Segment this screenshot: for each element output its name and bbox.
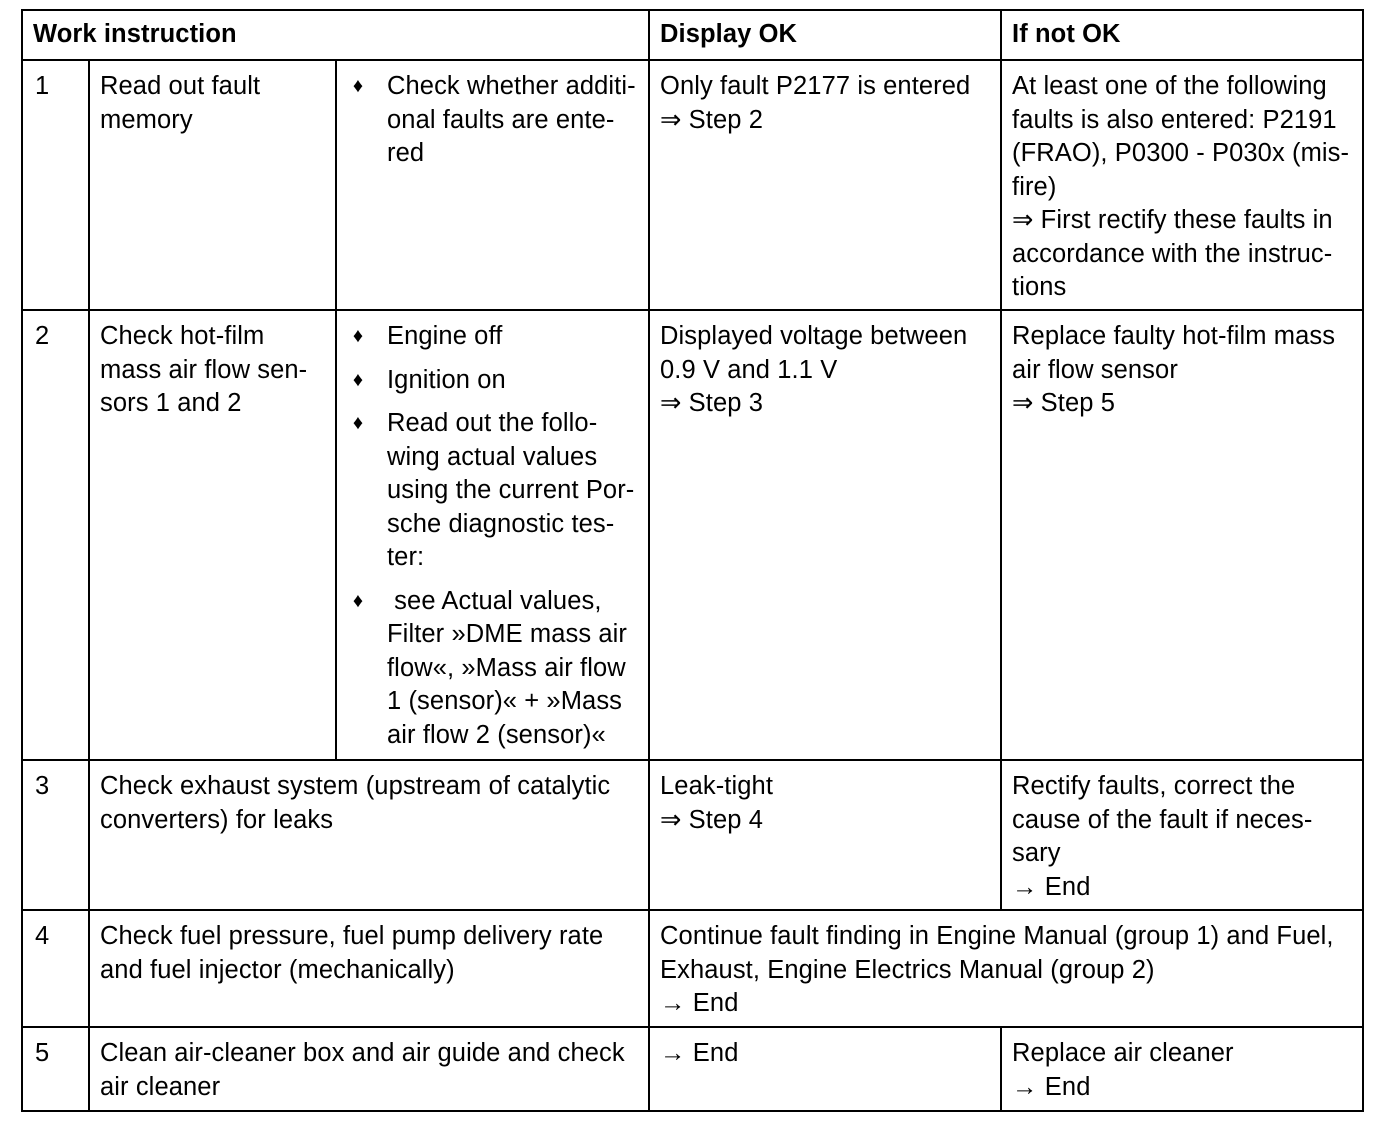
action-cell: Check hot-film mass air flow sen- sors 1 and 2 (89, 310, 336, 760)
action-cell: Check fuel pressure, fuel pump delivery rate and fuel injector (mechanically) (89, 910, 649, 1027)
work-instruction-table (21, 9, 1364, 1112)
combined-result-cell: Continue fault finding in Engine Manual (group 1) and Fuel, Exhaust, Engine Electrics Manual (group 2) → End (649, 910, 1363, 1027)
display-ok-cell: Displayed voltage between 0.9 V and 1.1 V ⇒ Step 3 (649, 310, 1001, 760)
step-number: 3 (22, 760, 89, 910)
table-row-step-4 (22, 910, 1363, 1027)
diamond-bullet-icon: ♦ (352, 412, 364, 434)
step-number: 4 (22, 910, 89, 1027)
bullet-item: ♦ see Actual values, Filter »DME mass air flow«, »Mass air flow 1 (sensor)« + »Mass air flow 2 (sensor)« (352, 586, 628, 749)
diamond-bullet-icon: ♦ (352, 368, 364, 391)
table-row-step-2 (22, 310, 1363, 760)
if-not-ok-cell: At least one of the following faults is also entered: P2191 (FRAO), P0300 - P030x (mis- fire) ⇒ First rectify these faults in accordance with the instruc- tions (1001, 60, 1363, 310)
bullet-item: ♦ Check whether additi- onal faults are ente- red (352, 72, 636, 167)
diamond-bullet-icon: ♦ (352, 589, 364, 612)
table-row-step-1 (22, 60, 1363, 310)
if-not-ok-cell: Rectify faults, correct the cause of the fault if neces- sary → End (1001, 760, 1363, 910)
action-cell: Clean air-cleaner box and air guide and check air cleaner (89, 1027, 649, 1111)
action-cell: Check exhaust system (upstream of catalytic converters) for leaks (89, 760, 649, 910)
header-if-not-ok: If not OK (1001, 10, 1363, 60)
bullet-item: ♦ Ignition on (337, 364, 640, 398)
header-display-ok: Display OK (649, 10, 1001, 60)
action-cell: Read out fault memory (89, 60, 336, 310)
diamond-bullet-icon: ♦ (352, 325, 364, 347)
table-header-row (22, 10, 1363, 60)
diamond-bullet-icon: ♦ (352, 75, 364, 97)
display-ok-cell: Only fault P2177 is entered ⇒ Step 2 (649, 60, 1001, 310)
header-work-instruction: Work instruction (22, 10, 649, 60)
details-cell (336, 60, 649, 310)
display-ok-cell: Leak-tight ⇒ Step 4 (649, 760, 1001, 910)
step-number: 2 (22, 310, 89, 760)
step-number: 1 (22, 60, 89, 310)
if-not-ok-cell: Replace faulty hot-film mass air flow sensor ⇒ Step 5 (1001, 310, 1363, 760)
table-row-step-5 (22, 1027, 1363, 1111)
bullet-item: ♦ Read out the follo- wing actual values using the current Por- sche diagnostic tes- ter: (352, 409, 635, 571)
display-ok-cell: → End (649, 1027, 1001, 1111)
step-number: 5 (22, 1027, 89, 1111)
if-not-ok-cell: Replace air cleaner → End (1001, 1027, 1363, 1111)
bullet-item: ♦ Engine off (337, 320, 640, 354)
details-cell (336, 310, 649, 760)
table-row-step-3 (22, 760, 1363, 910)
